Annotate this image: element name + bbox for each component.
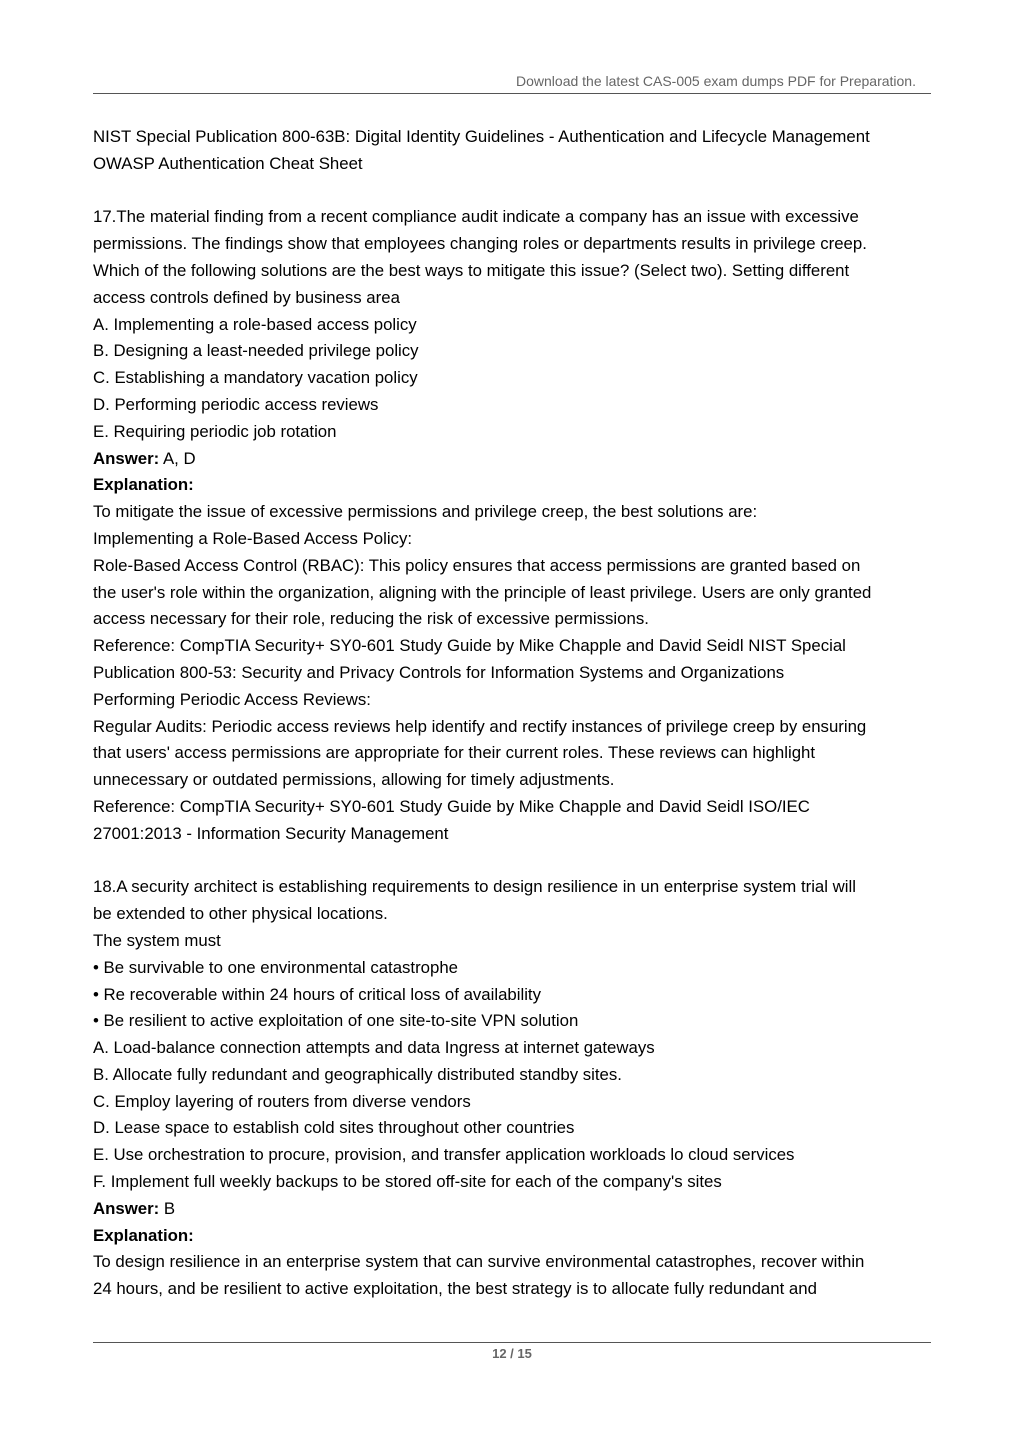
page-number: 12 / 15	[492, 1346, 532, 1361]
header-divider	[93, 93, 931, 94]
question-17-option-e: E. Requiring periodic job rotation	[93, 421, 337, 441]
question-18-text: be extended to other physical locations.	[93, 904, 388, 924]
question-18-option-d: D. Lease space to establish cold sites throughout other countries	[93, 1118, 575, 1138]
question-18-requirement: • Be resilient to active exploitation of one site-to-site VPN solution	[93, 1011, 579, 1031]
explanation-line: Reference: CompTIA Security+ SY0-601 Study Guide by Mike Chapple and David Seidl NIST Special	[93, 636, 846, 656]
explanation-line: access necessary for their role, reducing the risk of excessive permissions.	[93, 609, 649, 629]
explanation-line: the user's role within the organization, aligning with the principle of least privilege. Users are only granted	[93, 582, 872, 602]
explanation-line: 24 hours, and be resilient to active exploitation, the best strategy is to allocate fully redundant and	[93, 1279, 817, 1299]
question-18-option-a: A. Load-balance connection attempts and data Ingress at internet gateways	[93, 1038, 655, 1058]
explanation-line: To mitigate the issue of excessive permissions and privilege creep, the best solutions are:	[93, 502, 758, 522]
explanation-line: To design resilience in an enterprise system that can survive environmental catastrophes, recover within	[93, 1252, 865, 1272]
question-17-text: 17.The material finding from a recent compliance audit indicate a company has an issue with excessive	[93, 207, 859, 227]
explanation-line: 27001:2013 - Information Security Management	[93, 823, 449, 843]
explanation-line: unnecessary or outdated permissions, allowing for timely adjustments.	[93, 770, 615, 790]
page-content	[93, 124, 933, 1303]
explanation-label: Explanation:	[93, 475, 194, 495]
reference-line: OWASP Authentication Cheat Sheet	[93, 153, 363, 173]
question-18-option-e: E. Use orchestration to procure, provision, and transfer application workloads lo cloud services	[93, 1145, 795, 1165]
explanation-line: Reference: CompTIA Security+ SY0-601 Study Guide by Mike Chapple and David Seidl ISO/IEC	[93, 796, 810, 816]
explanation-line: Publication 800-53: Security and Privacy Controls for Information Systems and Organizations	[93, 662, 785, 682]
footer-divider	[93, 1342, 931, 1343]
answer-label: Answer:	[93, 448, 160, 468]
page-header-text: Download the latest CAS-005 exam dumps PDF for Preparation.	[516, 73, 916, 89]
explanation-line: Performing Periodic Access Reviews:	[93, 689, 371, 709]
question-17-option-d: D. Performing periodic access reviews	[93, 394, 379, 414]
question-18-text: 18.A security architect is establishing requirements to design resilience in un enterprise system trial will	[93, 877, 856, 897]
question-17-text: access controls defined by business area	[93, 287, 400, 307]
question-17-option-b: B. Designing a least-needed privilege policy	[93, 341, 419, 361]
reference-line: NIST Special Publication 800-63B: Digital Identity Guidelines - Authentication and Lifecycle Management	[93, 127, 870, 146]
question-17-option-a: A. Implementing a role-based access policy	[93, 314, 417, 334]
question-17-answer	[93, 446, 933, 473]
answer-value: B	[159, 1198, 176, 1218]
explanation-line: Implementing a Role-Based Access Policy:	[93, 528, 412, 548]
question-17-option-c: C. Establishing a mandatory vacation policy	[93, 368, 418, 388]
explanation-line: Regular Audits: Periodic access reviews help identify and rectify instances of privilege creep by ensuring	[93, 716, 867, 736]
question-18-requirement: • Be survivable to one environmental catastrophe	[93, 957, 459, 977]
question-18-answer	[93, 1196, 933, 1223]
question-17-text: Which of the following solutions are the best ways to mitigate this issue? (Select two). Setting different	[93, 260, 850, 280]
answer-label: Answer:	[93, 1198, 160, 1218]
answer-value: A, D	[159, 448, 196, 468]
question-18-option-b: B. Allocate fully redundant and geographically distributed standby sites.	[93, 1064, 622, 1084]
question-18-text: The system must	[93, 930, 221, 950]
question-17-text: permissions. The findings show that employees changing roles or departments results in privilege creep.	[93, 234, 867, 254]
spacer	[93, 848, 933, 875]
explanation-label: Explanation:	[93, 1225, 194, 1245]
question-18-requirement: • Re recoverable within 24 hours of critical loss of availability	[93, 984, 541, 1004]
explanation-line: Role-Based Access Control (RBAC): This policy ensures that access permissions are granted based on	[93, 555, 861, 575]
question-18-option-c: C. Employ layering of routers from diverse vendors	[93, 1091, 471, 1111]
explanation-line: that users' access permissions are appropriate for their current roles. These reviews can highlight	[93, 743, 816, 763]
spacer	[93, 178, 933, 205]
question-18-option-f: F. Implement full weekly backups to be stored off-site for each of the company's sites	[93, 1172, 722, 1192]
